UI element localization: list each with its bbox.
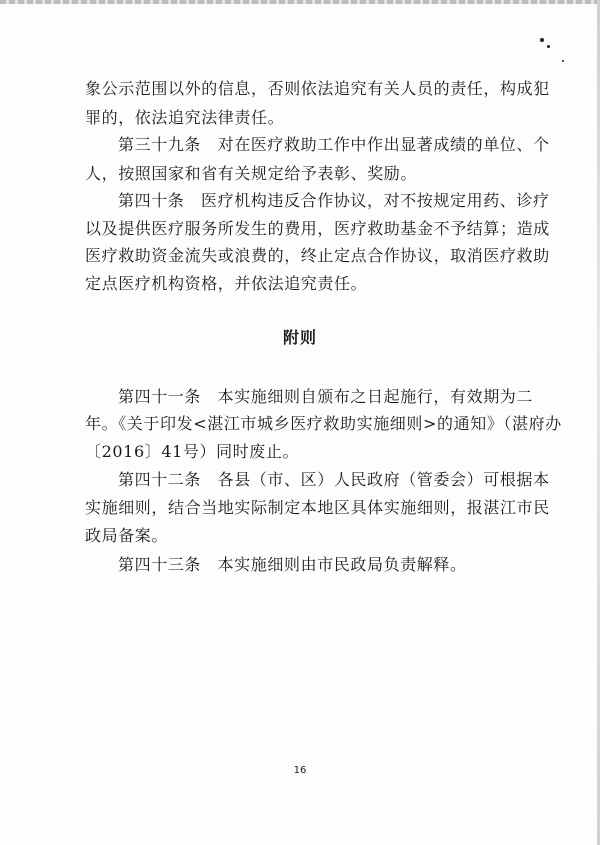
body-line-2: 罪的，依法追究法律责任。: [85, 108, 285, 127]
article-41-line-1: 第四十一条 本实施细则自颁布之日起施行，有效期为二: [118, 387, 534, 406]
article-41-line-2: 年。《关于印发<湛江市城乡医疗救助实施细则>的通知》（湛府办: [85, 414, 562, 433]
scan-speck: [562, 60, 564, 62]
article-43-line-1: 第四十三条 本实施细则由市民政局负责解释。: [118, 555, 467, 574]
article-39-line-1: 第三十九条 对在医疗救助工作中作出显著成绩的单位、个: [118, 135, 550, 154]
article-41-line-3: 〔2016〕41号）同时废止。: [85, 442, 300, 461]
scan-top-edge: [0, 0, 600, 4]
article-39-line-2: 人，按照国家和省有关规定给予表彰、奖励。: [85, 164, 418, 183]
article-40-line-2: 以及提供医疗服务所发生的费用，医疗救助基金不予结算；造成: [85, 219, 550, 238]
section-heading: 附则: [282, 328, 317, 347]
article-42-line-1: 第四十二条 各县（市、区）人民政府（管委会）可根据本: [118, 470, 550, 489]
article-42-line-2: 实施细则，结合当地实际制定本地区具体实施细则，报湛江市民: [85, 498, 550, 517]
page-number: 16: [293, 765, 307, 776]
scan-speck: [540, 38, 544, 42]
body-line-1: 象公示范围以外的信息，否则依法追究有关人员的责任，构成犯: [85, 79, 550, 98]
article-40-line-4: 定点医疗机构资格，并依法追究责任。: [85, 274, 368, 293]
article-42-line-3: 政局备案。: [85, 526, 169, 545]
article-40-line-1: 第四十条 医疗机构违反合作协议，对不按规定用药、诊疗: [118, 191, 550, 210]
article-40-line-3: 医疗救助资金流失或浪费的，终止定点合作协议，取消医疗救助: [85, 246, 550, 265]
scan-speck: [547, 45, 550, 48]
